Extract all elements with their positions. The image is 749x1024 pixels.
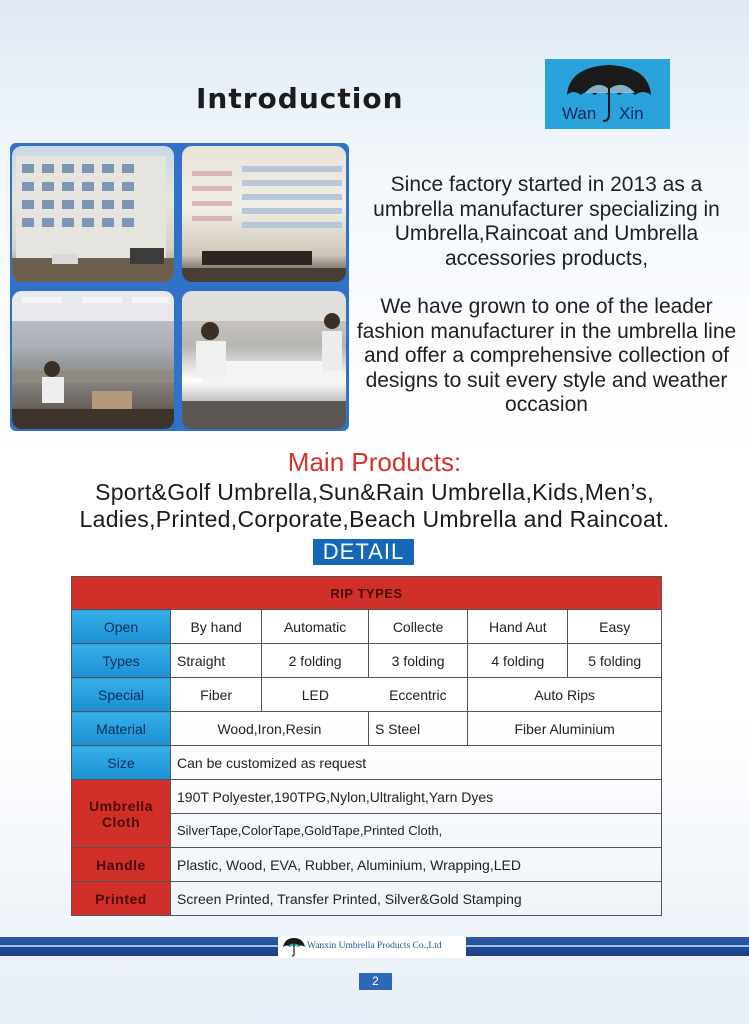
main-products-heading: Main Products: [287,447,462,477]
table-row-types [72,644,662,678]
logo-word-left: Wan [562,104,597,123]
table-cell: LED [262,678,369,712]
intro-paragraph-1: Since factory started in 2013 as a umbrella manufacturer specializing in Umbrella,Raincoat and Umbrella accessories products, [373,173,720,270]
table-header: RIP TYPES [72,577,662,610]
table-cell: SilverTape,ColorTape,GoldTape,Printed Cloth, [171,814,662,848]
table-row-cloth-1 [72,780,662,814]
showroom-photo [182,146,346,282]
table-row-material [72,712,662,746]
table-row-size [72,746,662,780]
table-cell: Hand Aut [468,610,568,644]
table-cell: 2 folding [262,644,369,678]
table-cell: Automatic [262,610,369,644]
row-label-open: Open [72,610,171,644]
table-cell: Auto Rips [468,678,662,712]
table-cell: Fiber [171,678,262,712]
row-label-printed: Printed [72,882,171,916]
table-row-open [72,610,662,644]
company-logo [545,59,670,129]
table-cell: Screen Printed, Transfer Printed, Silver&Gold Stamping [171,882,662,916]
table-cell: Straight [171,644,262,678]
table-header-row [72,577,662,610]
table-row-special [72,678,662,712]
workshop-photo [12,291,174,429]
main-products-line-2: Ladies,Printed,Corporate,Beach Umbrella and Raincoat. [79,506,670,532]
rip-types-table [71,576,662,916]
table-row-handle [72,848,662,882]
table-cell: Wood,Iron,Resin [171,712,369,746]
intro-paragraph-2: We have grown to one of the leader fashion manufacturer in the umbrella line and offer a comprehensive collection of designs to suit every style and weather occasion [356,295,737,416]
table-cell: 190T Polyester,190TPG,Nylon,Ultralight,Yarn Dyes [171,780,662,814]
assembly-line-photo [182,291,346,429]
logo-word-right: Xin [619,104,644,123]
table-cell: S Steel [368,712,467,746]
row-label-special: Special [72,678,171,712]
footer-company-label [278,936,466,958]
footer-company-name: Wanxin Umbrella Products Co.,Ltd [307,941,442,951]
row-label-line: Umbrella [89,797,153,814]
table-cell: Eccentric [368,678,467,712]
factory-photo-grid [10,143,349,431]
table-cell: Can be customized as request [171,746,662,780]
table-cell: 4 folding [468,644,568,678]
table-cell: Fiber Aluminium [468,712,662,746]
detail-badge: DETAIL [313,539,414,565]
intro-text-block [350,173,743,442]
table-row-printed [72,882,662,916]
row-label-material: Material [72,712,171,746]
umbrella-icon [281,937,307,957]
page-number: 2 [359,973,392,990]
row-label-umbrella-cloth [72,780,171,848]
factory-building-photo [12,146,174,282]
row-label-size: Size [72,746,171,780]
row-label-handle: Handle [72,848,171,882]
main-products-line-1: Sport&Golf Umbrella,Sun&Rain Umbrella,Kids,Men’s, [95,479,654,505]
table-cell: By hand [171,610,262,644]
row-label-line: Cloth [101,813,141,830]
table-cell: Plastic, Wood, EVA, Rubber, Aluminium, Wrapping,LED [171,848,662,882]
table-cell: Collecte [368,610,467,644]
main-products-list [0,479,749,533]
row-label-types: Types [72,644,171,678]
table-cell: 5 folding [568,644,662,678]
page-title: Introduction [196,82,404,115]
table-cell: Easy [568,610,662,644]
table-cell: 3 folding [368,644,467,678]
